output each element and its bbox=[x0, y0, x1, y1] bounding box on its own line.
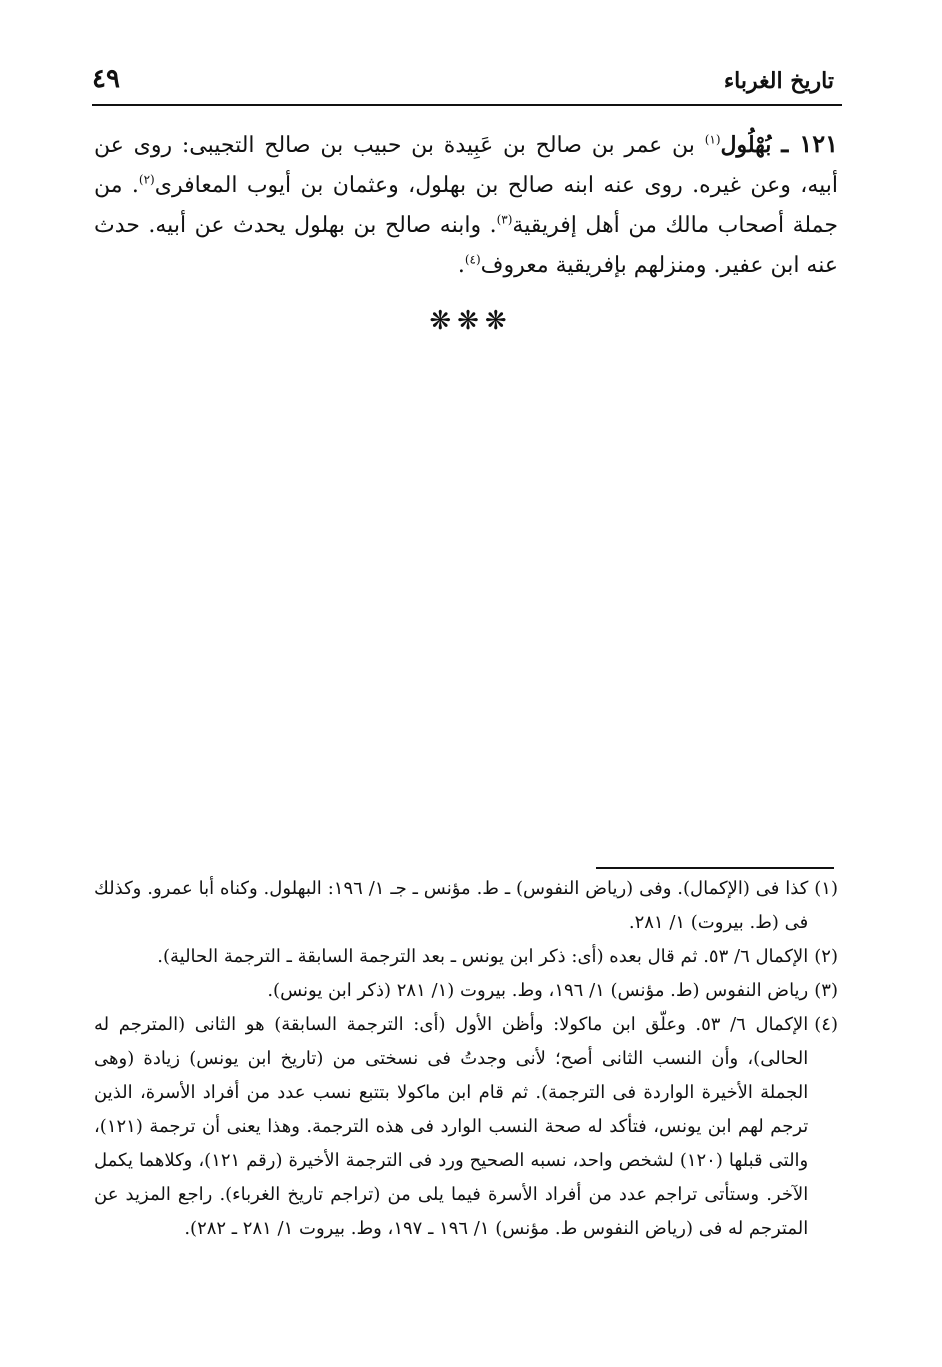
entry-text-part-1: بن عمر بن صالح بن عَبِيدة بن حبيب بن صالح التجيبى: روى عن أبيه، وعن غيره. روى عنه ابنه صالح بن بهلول، وعثمان بن أيوب المعافرى bbox=[94, 133, 838, 198]
entry-number: ١٢١ ـ bbox=[781, 129, 839, 158]
biography-entry bbox=[94, 124, 838, 286]
footnote-text: كذا فى (الإكمال). وفى (رياض النفوس) ـ ط. مؤنس ـ جـ ١/ ١٩٦: البهلول. وكناه أبا عمرو. وكذلك فى (ط. بيروت) ١/ ٢٨١. bbox=[94, 878, 809, 933]
footnote-text: رياض النفوس (ط. مؤنس) ١/ ١٩٦، وط. بيروت (١/ ٢٨١ (ذكر ابن يونس). bbox=[267, 980, 809, 1001]
footnote bbox=[94, 872, 838, 940]
section-separator: ❋❋❋ bbox=[429, 306, 513, 336]
running-title: تاريخ الغرباء bbox=[723, 68, 834, 94]
footnote bbox=[94, 940, 838, 974]
footnote-number: (٣) bbox=[814, 980, 838, 1001]
page-header bbox=[92, 62, 834, 102]
footnote bbox=[94, 1008, 838, 1246]
footnote-number: (٤) bbox=[814, 1014, 838, 1035]
footnote-ref-1[interactable]: (١) bbox=[704, 132, 721, 147]
footnote-number: (٢) bbox=[814, 946, 838, 967]
footnote-ref-4[interactable]: (٤) bbox=[464, 252, 481, 267]
footnote-text: الإكمال ٦/ ٥٣. ثم قال بعده (أى: ذكر ابن يونس ـ بعد الترجمة السابقة ـ الترجمة الحالية). bbox=[157, 946, 809, 967]
entry-name: بُهْلُول bbox=[720, 132, 772, 158]
footnote-text: الإكمال ٦/ ٥٣. وعلّق ابن ماكولا: وأظن الأول (أى: الترجمة السابقة) هو الثانى (المترجم له الحالى)، وأن النسب الثانى أصح؛ لأنى وجدتُ فى نسختى من (تاريخ ابن يونس) زيادة (وهى الجملة الأخيرة الواردة فى الترجمة). ثم قام ابن ماكولا بتتبع نسب عدد من أفراد الأسرة، الذين ترجم لهم ابن يونس، فتأكد له صحة النسب الوارد فى هذه الترجمة. وهذا يعنى أن ترجمة (١٢١)، والتى قبلها (١٢٠) لشخص واحد، نسبه الصحيح ورد فى الترجمة الأخيرة (رقم ١٢١)، وكلاهما يكمل الآخر. وستأتى تراجم عدد من أفراد الأسرة فيما يلى من (تراجم تاريخ الغرباء). راجع المزيد عن المترجم له فى (رياض النفوس ط. مؤنس) ١/ ١٩٦ ـ ١٩٧، وط. بيروت ١/ ٢٨١ ـ ٢٨٢). bbox=[94, 1014, 809, 1239]
footnote-number: (١) bbox=[814, 878, 838, 899]
footnote bbox=[94, 974, 838, 1008]
footnote-ref-2[interactable]: (٢) bbox=[138, 172, 155, 187]
page-number: ٤٩ bbox=[92, 64, 120, 94]
footnote-rule bbox=[596, 867, 834, 869]
footnotes bbox=[94, 872, 838, 1246]
footnote-ref-3[interactable]: (٣) bbox=[496, 212, 513, 227]
entry-text-part-3: . وابنه صالح بن بهلول يحدث عن أبيه. حدث عنه ابن عفير. ومنزلهم بإفريقية معروف bbox=[94, 213, 838, 278]
entry-text-end: . bbox=[457, 253, 465, 278]
header-rule bbox=[92, 104, 842, 106]
entry-text-part-2: . من جملة أصحاب مالك من أهل إفريقية bbox=[94, 173, 838, 238]
